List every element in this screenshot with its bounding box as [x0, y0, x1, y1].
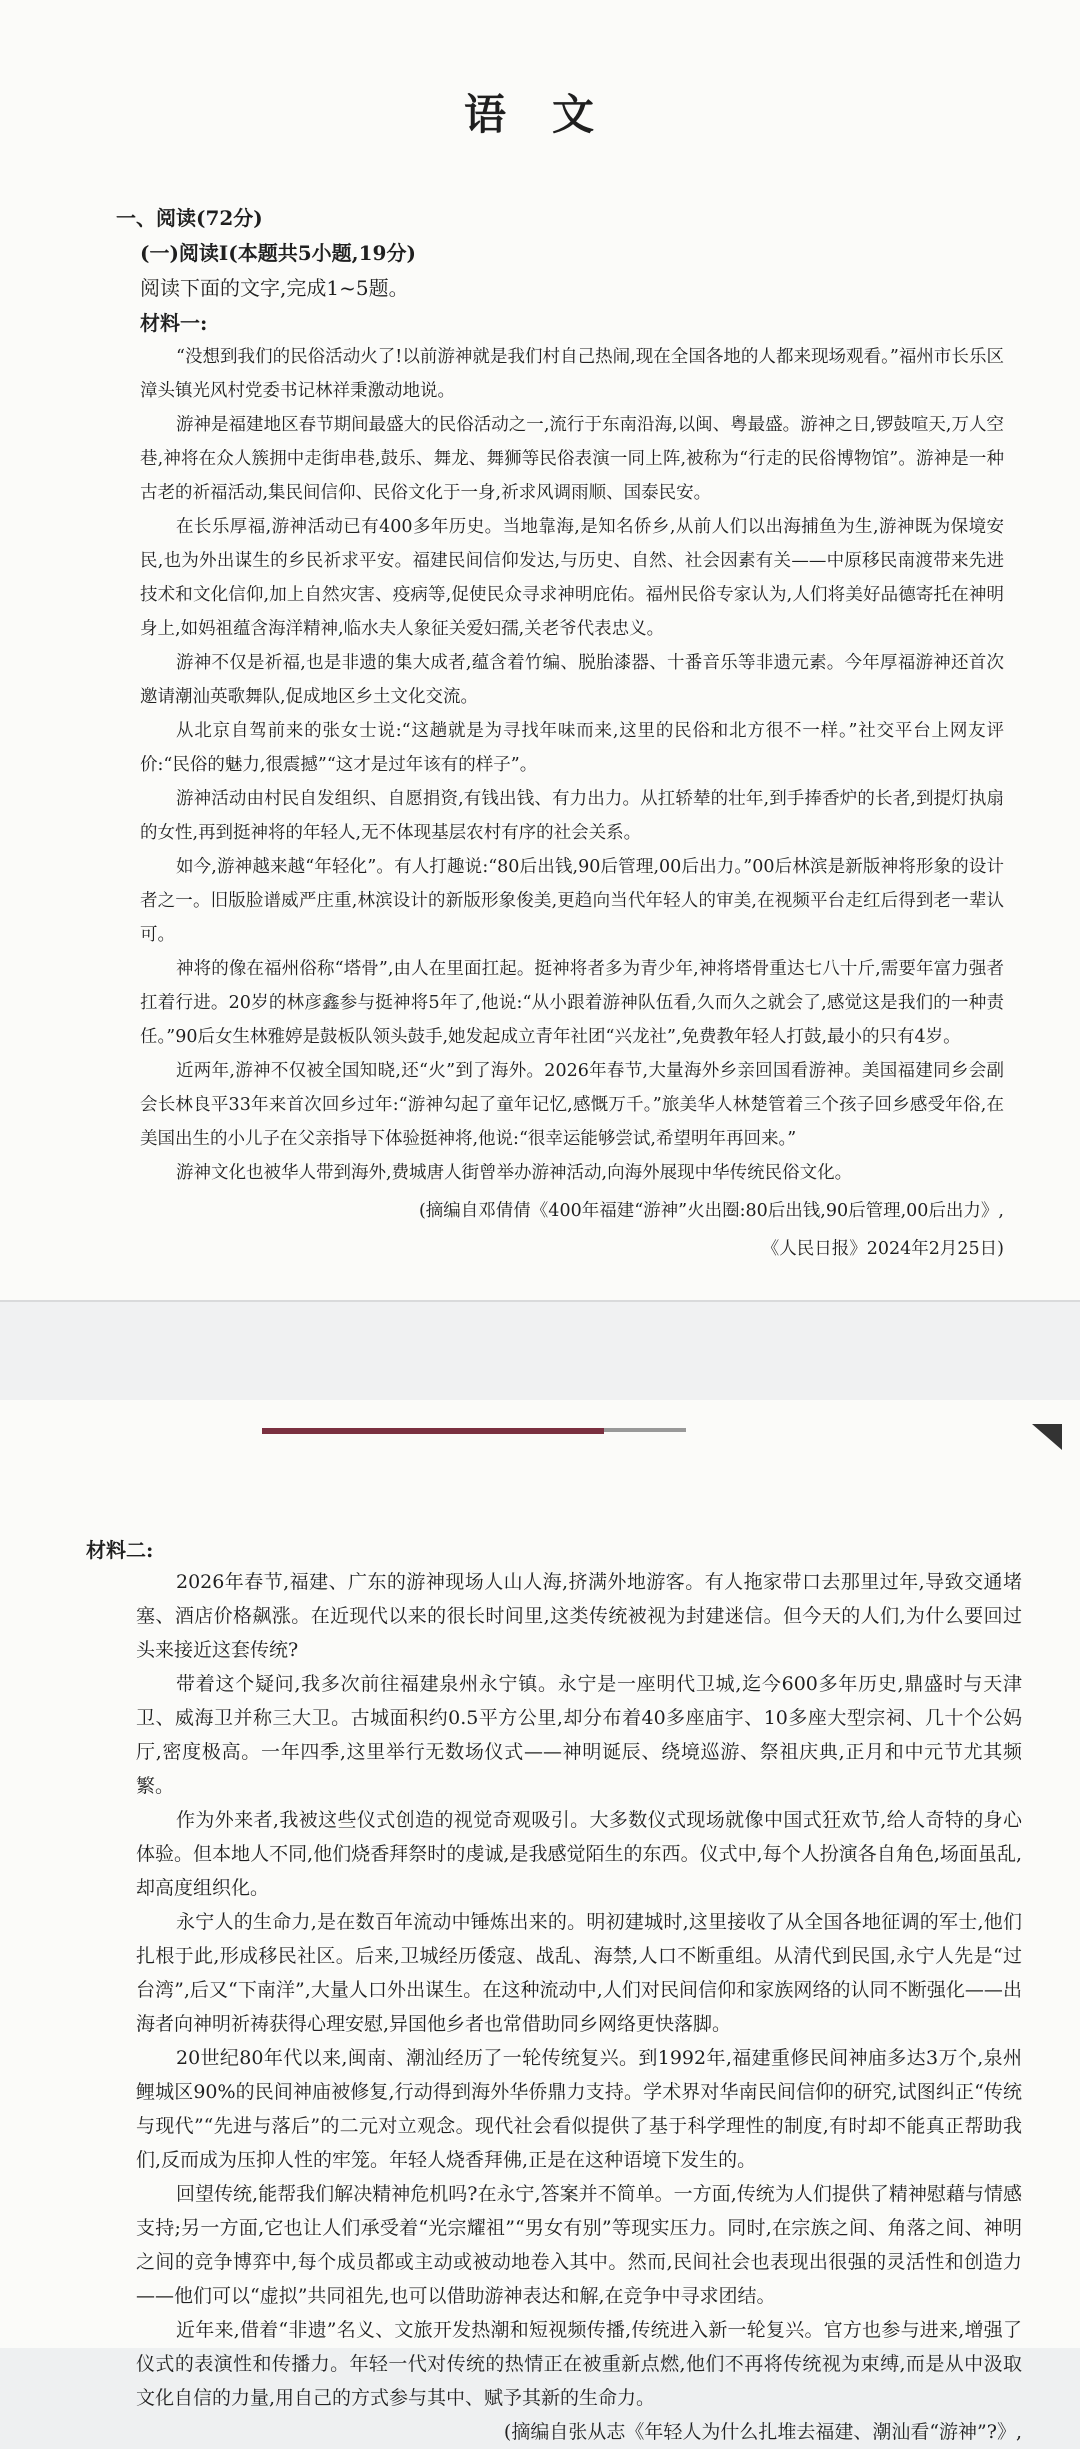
paragraph: 游神活动由村民自发组织、自愿捐资,有钱出钱、有力出力。从扛轿辇的壮年,到手捧香炉的长者,到提灯执扇的女性,再到挺神将的年轻人,无不体现基层农村有序的社会关系。 — [140, 789, 1004, 843]
paragraph: 神将的像在福州俗称“塔骨”,由人在里面扛起。挺神将者多为青少年,神将塔骨重达七八十斤,需要年富力强者扛着行进。20岁的林彦鑫参与挺神将5年了,他说:“从小跟着游神队伍看,久而久之就会了,感觉这是我们的一种责任。”90后女生林雅婷是鼓板队领头鼓手,她发起成立青年社团“兴龙社”,免费教年轻人打鼓,最小的只有4岁。 — [140, 959, 1004, 1047]
source-citation: 《人民日报》2024年2月25日) — [761, 1239, 1004, 1259]
paragraph: 如今,游神越来越“年轻化”。有人打趣说:“80后出钱,90后管理,00后出力。”00后林滨是新版神将形象的设计者之一。旧版脸谱威严庄重,林滨设计的新版形象俊美,更趋向当代年轻人的审美,在视频平台走红后得到老一辈认可。 — [140, 857, 1004, 945]
paragraph: 2026年春节,福建、广东的游神现场人山人海,挤满外地游客。有人拖家带口去那里过年,导致交通堵塞、酒店价格飙涨。在近现代以来的很长时间里,这类传统被视为封建迷信。但今天的人们,为什么要回过头来接近这套传统? — [136, 1571, 1022, 1661]
page-title: 语文 — [463, 90, 640, 139]
paragraph: 从北京自驾前来的张女士说:“这趟就是为寻找年味而来,这里的民俗和北方很不一样。”社交平台上网友评价:“民俗的魅力,很震撼”“这才是过年该有的样子”。 — [140, 721, 1004, 775]
subsection-heading: (一)阅读Ⅰ(本题共5小题,19分) — [140, 241, 416, 265]
paragraph: 近两年,游神不仅被全国知晓,还“火”到了海外。2026年春节,大量海外乡亲回国看游神。美国福建同乡会副会长林良平33年来首次回乡过年:“游神勾起了童年记忆,感慨万千。”旅美华人林楚管着三个孩子回乡感受年俗,在美国出生的小儿子在父亲指导下体验挺神将,他说:“很幸运能够尝试,希望明年再回来。” — [140, 1061, 1004, 1149]
instruction: 阅读下面的文字,完成1~5题。 — [140, 276, 409, 300]
paragraph: 带着这个疑问,我多次前往福建泉州永宁镇。永宁是一座明代卫城,迄今600多年历史,鼎盛时与天津卫、威海卫并称三大卫。古城面积约0.5平方公里,却分布着40多座庙宇、10多座大型宗祠、几十个公妈厅,密度极高。一年四季,这里举行无数场仪式——神明诞辰、绕境巡游、祭祖庆典,正月和中元节尤其频繁。 — [136, 1673, 1022, 1797]
paragraph: 永宁人的生命力,是在数百年流动中锤炼出来的。明初建城时,这里接收了从全国各地征调的军士,他们扎根于此,形成移民社区。后来,卫城经历倭寇、战乱、海禁,人口不断重组。从清代到民国,永宁人先是“过台湾”,后又“下南洋”,大量人口外出谋生。在这种流动中,人们对民间信仰和家族网络的认同不断强化——出海者向神明祈祷获得心理安慰,异国他乡者也常借助同乡网络更快落脚。 — [136, 1911, 1022, 2035]
section-heading: 一、阅读(72分) — [116, 206, 263, 230]
paragraph: 游神文化也被华人带到海外,费城唐人街曾举办游神活动,向海外展现中华传统民俗文化。 — [176, 1163, 853, 1183]
page-gap — [0, 1300, 1080, 1400]
paragraph: 游神是福建地区春节期间最盛大的民俗活动之一,流行于东南沿海,以闽、粤最盛。游神之日,锣鼓喧天,万人空巷,神将在众人簇拥中走街串巷,鼓乐、舞龙、舞狮等民俗表演一同上阵,被称为“行走的民俗博物馆”。游神是一种古老的祈福活动,集民间信仰、民俗文化于一身,祈求风调雨顺、国泰民安。 — [140, 415, 1004, 503]
paragraph: “没想到我们的民俗活动火了!以前游神就是我们村自己热闹,现在全国各地的人都来现场观看。”福州市长乐区漳头镇光风村党委书记林祥秉激动地说。 — [140, 347, 1004, 401]
material-label: 材料二: — [86, 1538, 154, 1562]
corner-mark-icon — [1032, 1424, 1062, 1450]
source-citation: (摘编自张从志《年轻人为什么扎堆去福建、潮汕看“游神”?》, — [503, 2421, 1022, 2443]
page-divider — [0, 1300, 1080, 1302]
top-decor-bar — [262, 1428, 604, 1434]
paragraph: 在长乐厚福,游神活动已有400多年历史。当地靠海,是知名侨乡,从前人们以出海捕鱼为生,游神既为保境安民,也为外出谋生的乡民祈求平安。福建民间信仰发达,与历史、自然、社会因素有关——中原移民南渡带来先进技术和文化信仰,加上自然灾害、疫病等,促使民众寻求神明庇佑。福州民俗专家认为,人们将美好品德寄托在神明身上,如妈祖蕴含海洋精神,临水夫人象征关爱妇孺,关老爷代表忠义。 — [140, 517, 1004, 639]
source-citation: (摘编自邓倩倩《400年福建“游神”火出圈:80后出钱,90后管理,00后出力》, — [418, 1201, 1004, 1221]
paragraph: 回望传统,能帮我们解决精神危机吗?在永宁,答案并不简单。一方面,传统为人们提供了精神慰藉与情感支持;另一方面,它也让人们承受着“光宗耀祖”“男女有别”等现实压力。同时,在宗族之间、角落之间、神明之间的竞争博弈中,每个成员都或主动或被动地卷入其中。然而,民间社会也表现出很强的灵活性和创造力——他们可以“虚拟”共同祖先,也可以借助游神表达和解,在竞争中寻求团结。 — [136, 2183, 1022, 2307]
paragraph: 游神不仅是祈福,也是非遗的集大成者,蕴含着竹编、脱胎漆器、十番音乐等非遗元素。今年厚福游神还首次邀请潮汕英歌舞队,促成地区乡土文化交流。 — [140, 653, 1004, 707]
paragraph: 20世纪80年代以来,闽南、潮汕经历了一轮传统复兴。到1992年,福建重修民间神庙多达3万个,泉州鲤城区90%的民间神庙被修复,行动得到海外华侨鼎力支持。学术界对华南民间信仰的研究,试图纠正“传统与现代”“先进与落后”的二元对立观念。现代社会看似提供了基于科学理性的制度,有时却不能真正帮助我们,反而成为压抑人性的牢笼。年轻人烧香拜佛,正是在这种语境下发生的。 — [136, 2047, 1022, 2171]
top-decor-line — [604, 1428, 686, 1432]
material-label: 材料一: — [140, 311, 208, 335]
exam-page-2 — [0, 1400, 1080, 2443]
paragraph: 作为外来者,我被这些仪式创造的视觉奇观吸引。大多数仪式现场就像中国式狂欢节,给人奇特的身心体验。但本地人不同,他们烧香拜祭时的虔诚,是我感觉陌生的东西。仪式中,每个人扮演各自角色,场面虽乱,却高度组织化。 — [136, 1809, 1022, 1899]
paragraph: 近年来,借着“非遗”名义、文旅开发热潮和短视频传播,传统进入新一轮复兴。官方也参与进来,增强了仪式的表演性和传播力。年轻一代对传统的热情正在被重新点燃,他们不再将传统视为束缚,而是从中汲取文化自信的力量,用自己的方式参与其中、赋予其新的生命力。 — [136, 2319, 1022, 2409]
